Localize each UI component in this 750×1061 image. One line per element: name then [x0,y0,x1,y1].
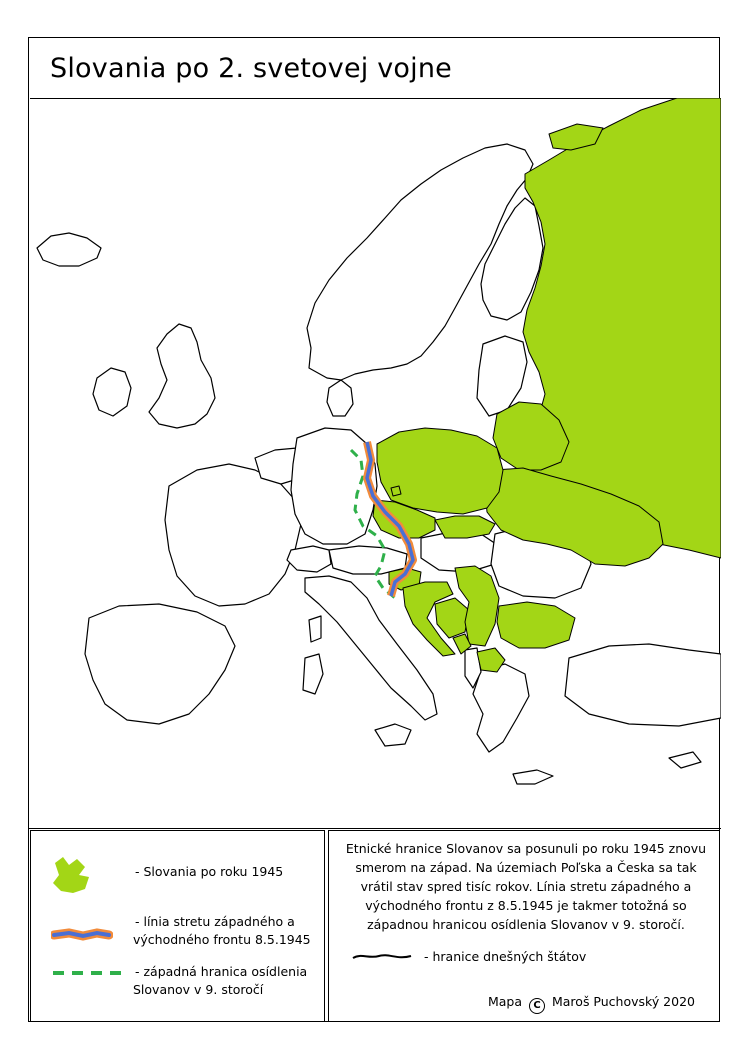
legend-settlement-label-1: - západná hranica osídlenia [135,964,308,979]
legend-front-label-1: - línia stretu západného a [135,914,295,929]
sardinia [303,654,323,694]
title-bar [30,39,720,99]
state-border-swatch-icon [351,951,413,963]
slovakia [435,516,495,538]
ireland [93,368,131,416]
great-britain [149,324,215,428]
description-panel [328,830,720,1022]
front-line-swatch-icon [51,927,113,943]
bosnia [435,598,469,638]
description-text: Etnické hranice Slovanov sa posunuli po roku 1945 znovu smerom na západ. Na územiach Poľska a Česka sa tak vrátil stav spred tisíc rokov. Línia stretu západného a východného frontu z 8.5.1945 je takmer totožná so západnou hranicou osídlenia Slovanov v 9. storočí. [345,841,707,932]
switzerland [287,546,331,572]
iceland [37,233,101,266]
legend-border-label: - hranice dnešných štátov [424,949,587,964]
settlement-line-swatch-icon [51,967,126,979]
greece [473,664,529,752]
crete [513,770,553,784]
legend-front-label-2: východného frontu 8.5.1945 [133,932,311,947]
austria [329,546,407,574]
cyprus [669,752,701,768]
map-svg [29,98,721,828]
corsica [309,616,321,642]
bulgaria [497,602,575,648]
legend-settlement-label-2: Slovanov v 9. storočí [133,982,264,997]
denmark [327,380,353,416]
turkey [565,644,721,726]
europe-map [29,98,721,829]
legend-slavic-label: - Slovania po roku 1945 [135,864,284,879]
france [165,464,301,606]
map-credit [488,994,695,1014]
lusatia [391,486,401,496]
page-title: Slovania po 2. svetovej vojne [50,53,452,84]
slavic-swatch-icon [49,853,99,898]
legend-panel [30,830,325,1022]
credit-prefix: Mapa [487,994,523,1009]
sicily [375,724,411,746]
poland [377,428,503,514]
credit-author: Maroš Puchovský 2020 [551,994,695,1009]
iberia [85,604,235,724]
copyright-icon: C [529,998,545,1014]
